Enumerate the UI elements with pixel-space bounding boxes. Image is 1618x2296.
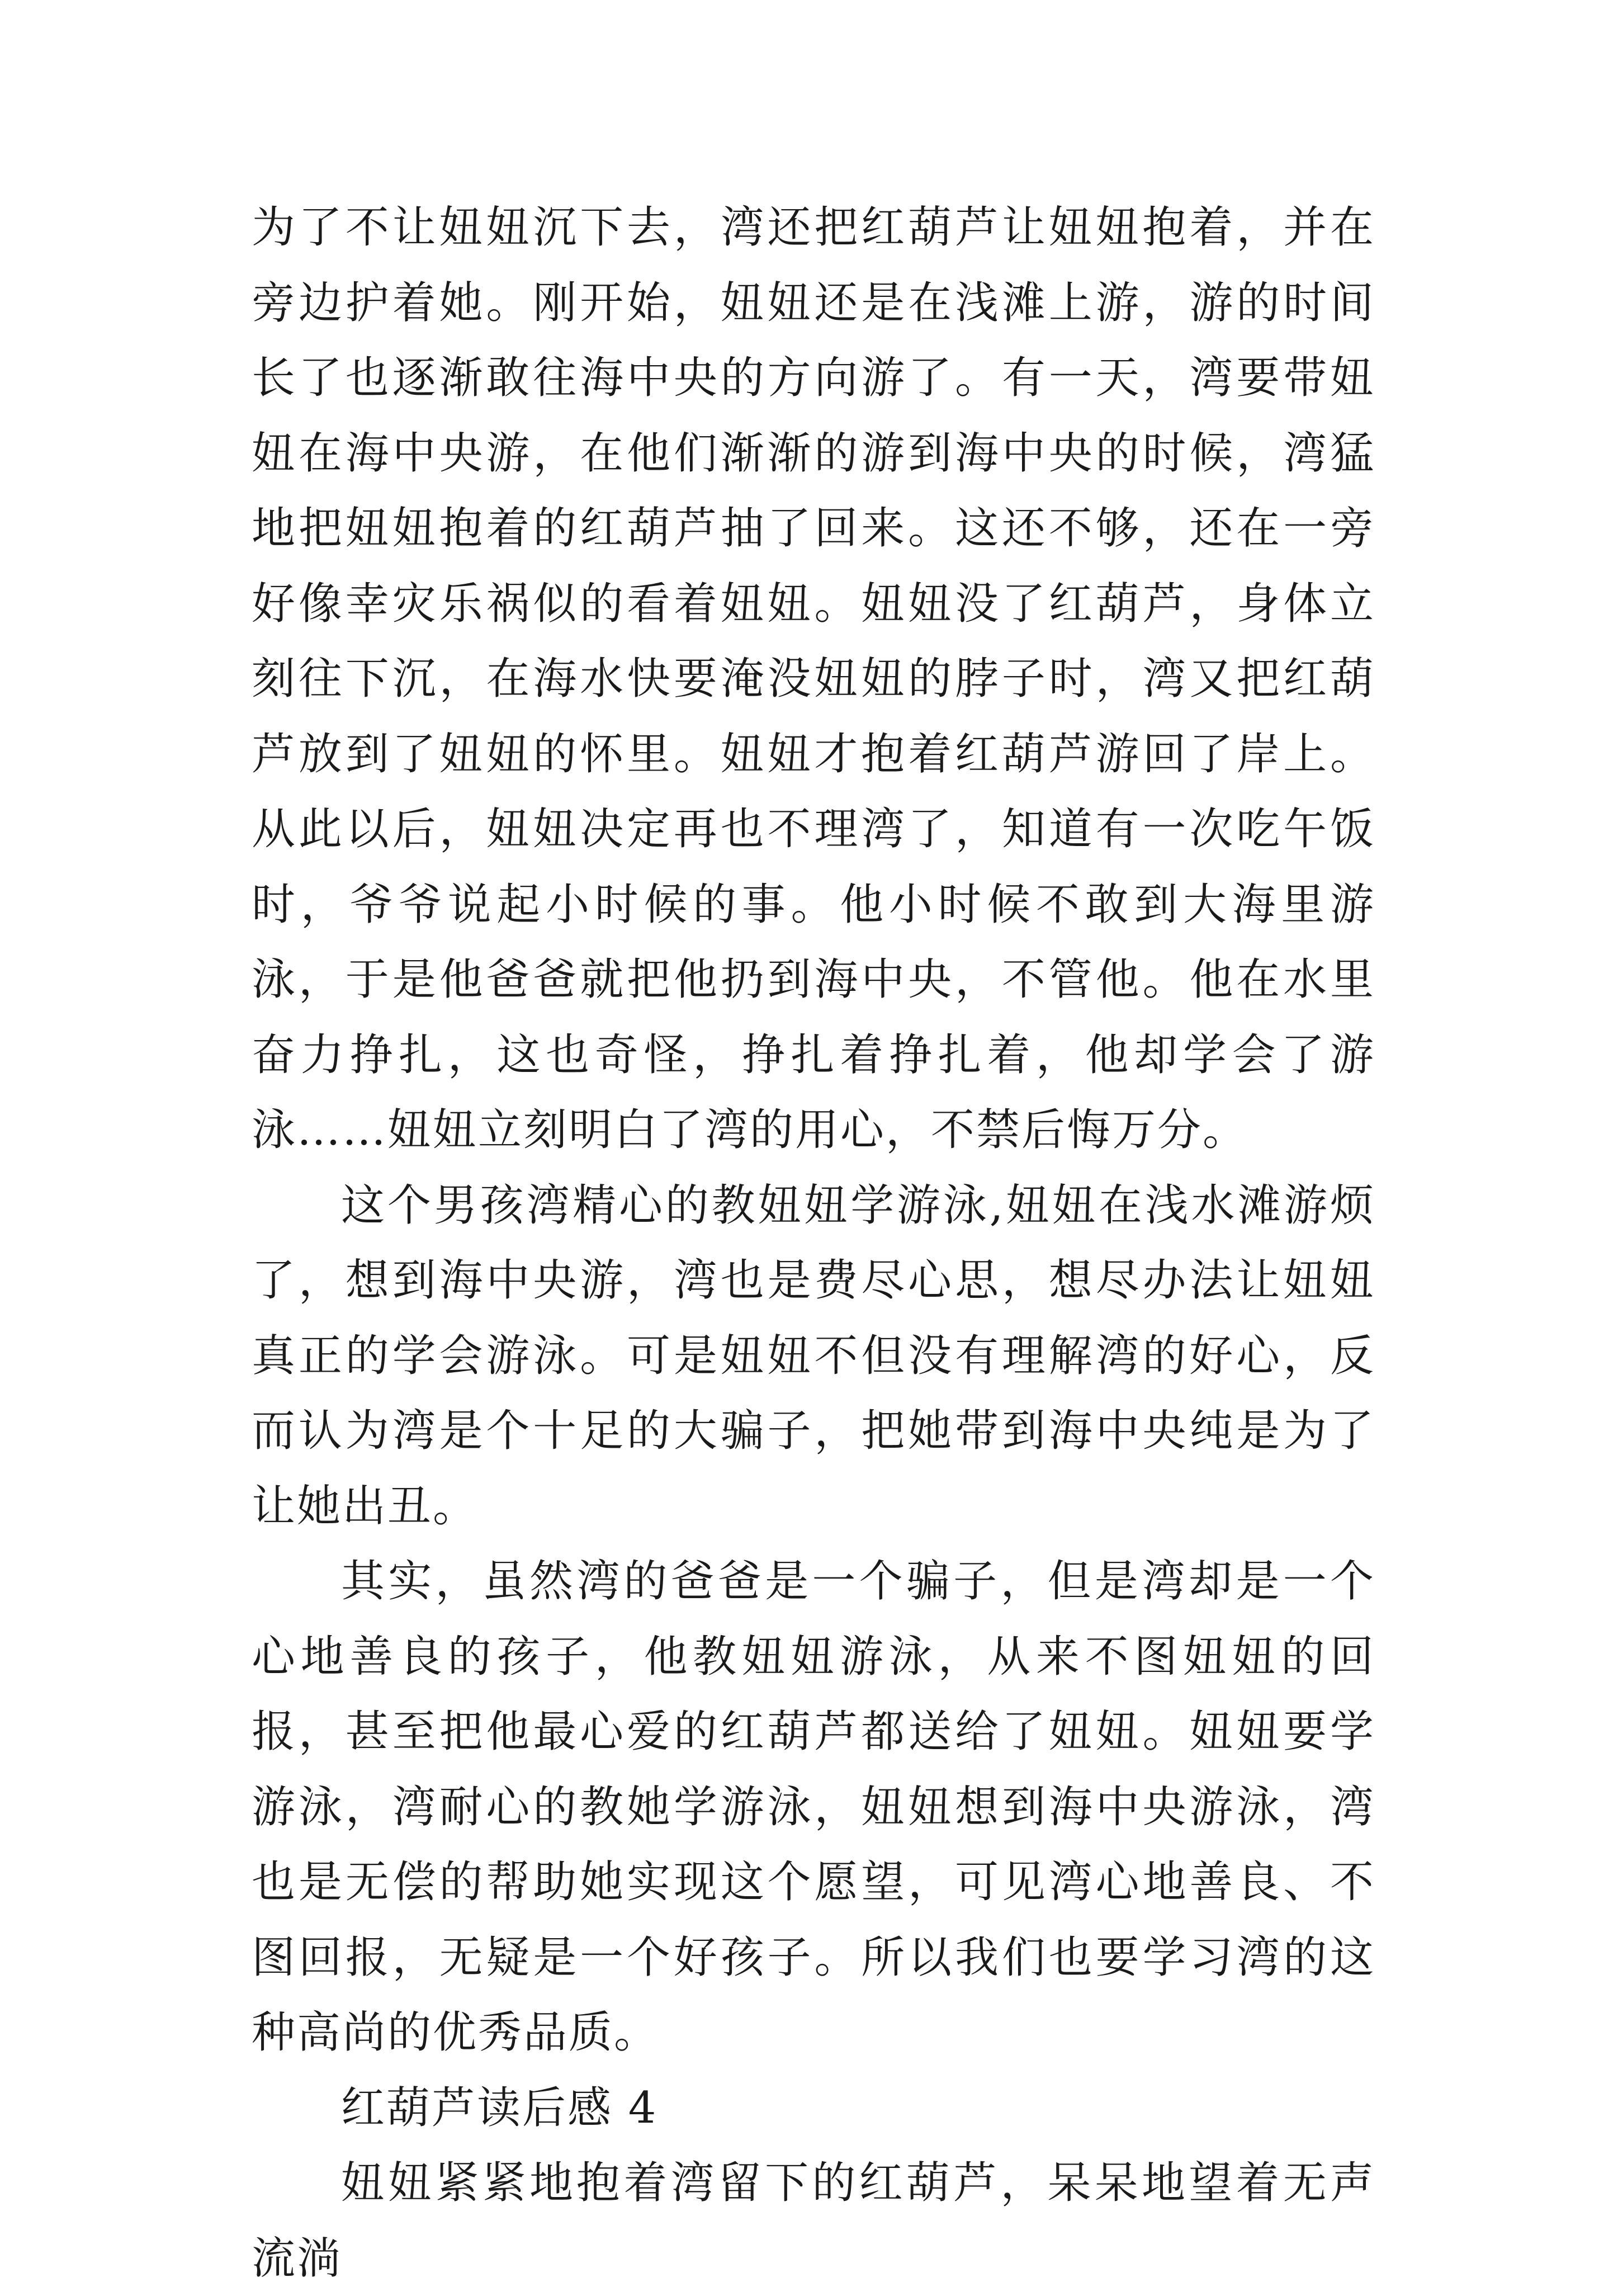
paragraph-4: 妞妞紧紧地抱着湾留下的红葫芦，呆呆地望着无声流淌	[252, 2158, 1375, 2284]
paragraph-2: 这个男孩湾精心的教妞妞学游泳,妞妞在浅水滩游烦了，想到海中央游，湾也是费尽心思，想尽办法让妞妞真正的学会游泳。可是妞妞不但没有理解湾的好心，反而认为湾是个十足的大骗子，把她带到海中央纯是为了让她出丑。	[252, 1180, 1375, 1532]
paragraph-3: 其实，虽然湾的爸爸是一个骗子，但是湾却是一个心地善良的孩子，他教妞妞游泳，从来不图妞妞的回报，甚至把他最心爱的红葫芦都送给了妞妞。妞妞要学游泳，湾耐心的教她学游泳，妞妞想到海中央游泳，湾也是无偿的帮助她实现这个愿望，可见湾心地善良、不图回报，无疑是一个好孩子。所以我们也要学习湾的这种高尚的优秀品质。	[252, 1556, 1375, 2058]
paragraph-1: 为了不让妞妞沉下去，湾还把红葫芦让妞妞抱着，并在旁边护着她。刚开始，妞妞还是在浅滩上游，游的时间长了也逐渐敢往海中央的方向游了。有一天，湾要带妞妞在海中央游，在他们渐渐的游到海中央的时候，湾猛地把妞妞抱着的红葫芦抽了回来。这还不够，还在一旁好像幸灾乐祸似的看着妞妞。妞妞没了红葫芦，身体立刻往下沉，在海水快要淹没妞妞的脖子时，湾又把红葫芦放到了妞妞的怀里。妞妞才抱着红葫芦游回了岸上。从此以后，妞妞决定再也不理湾了，知道有一次吃午饭时，爷爷说起小时候的事。他小时候不敢到大海里游泳，于是他爸爸就把他扔到海中央，不管他。他在水里奋力挣扎，这也奇怪，挣扎着挣扎着，他却学会了游泳……妞妞立刻明白了湾的用心，不禁后悔万分。	[252, 202, 1375, 1155]
body-text	[252, 190, 1375, 2296]
section-heading: 红葫芦读后感 4	[341, 2082, 658, 2133]
